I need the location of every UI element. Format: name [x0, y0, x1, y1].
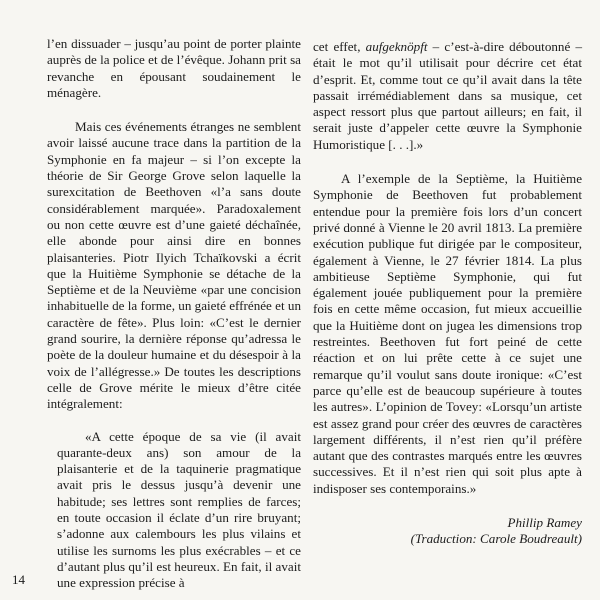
right-paragraph-1: [313, 39, 582, 153]
author-signature: Phillip Ramey: [507, 515, 582, 531]
translator-credit: (Traduction: Carole Boudreault): [410, 531, 582, 547]
page-number: 14: [12, 572, 25, 587]
grove-quote: «A cette époque de sa vie (il avait quarante-deux ans) son amour de la plaisanterie et de la taquinerie pragmatique avait pris le dessus jusqu’à devenir une habitude; ses lettres sont remplies de farces; en toute occasion il éclate d’un rire bruyant; s’adonne aux calembours les plus vilains et utilise les surnoms les plus exécrables – et ce d’autant plus qu’il est heureux. En fait, il avait une expression précise à: [57, 428, 301, 591]
right-column: [313, 39, 582, 548]
text-span: cet effet,: [313, 39, 366, 54]
left-paragraph-1: l’en dissuader – jusqu’au point de porter plainte auprès de la police et de l’évêque. Johann prit sa revanche en épousant soudainement le ménagère.: [47, 36, 301, 100]
left-column: [47, 36, 301, 592]
text-span: – c’est-à-dire déboutonné – était le mot qu’il utilisait pour décrire cet état d’esprit. Et, comme tout ce qu’il avait dans la tête passait irrémédiablement dans sa musique, cet aspect ressort plus que partout ailleurs; en fait, il serait juste d’appeler cette œuvre la Symphonie Humoristique [. . .].»: [313, 39, 583, 152]
emphasis-word: aufgeknöpft: [365, 39, 428, 54]
left-paragraph-2: Mais ces événements étranges ne semblent avoir laissé aucune trace dans la partition de la Symphonie en fa majeur – si l’on excepte la théorie de Sir George Grove selon laquelle la surexcitation de Beethoven «l’a sans doute considérablement marquée». Paradoxalement ou non cette œuvre est d’une gaieté déchaînée, elle abonde pour ainsi dire en bonnes plaisanteries. Piotr Ilyich Tchaïkovski a écrit que la Huitième Symphonie se détache de la Septième et de la Neuvième «par une concision inhabituelle de la forme, un gaieté effrénée et un caractère de fête». Plus loin: «C’est le dernier grand sourire, la dernière réponse qu’adressa le poète de la douleur humaine et du désespoir à la voix de l’allégresse.» De toutes les descriptions celle de Grove mérite le mieux d’être citée intégralement:: [47, 119, 301, 412]
right-paragraph-2: A l’exemple de la Septième, la Huitième Symphonie de Beethoven fut probablement entendue pour la première fois lors d’un concert privé donné à Vienne le 20 avril 1813. La première exécution publique fut dirigée par le compositeur, également à Vienne, le 27 février 1814. La plus ambitieuse Septième Symphonie, qui fut également jouée publiquement pour la première fois en cette même occasion, fut mieux accueillie que la Huitième dont on jugea les dimensions trop restreintes. Beethoven fut fort peiné de cette réaction et on lui prête cette à ce sujet une remarque qu’il voulut sans doute ironique: «C’est parce qu’elle est de beaucoup supérieure à toutes les autres». L’opinion de Tovey: «Lorsqu’un artiste est assez grand pour créer des œuvres de caractères largement différents, il n’est rien qu’il préfère autant que des contrastes marqués entre les œuvres successives. Et il n’est rien qui soit plus apte à indisposer ses contemporains.»: [313, 171, 582, 496]
